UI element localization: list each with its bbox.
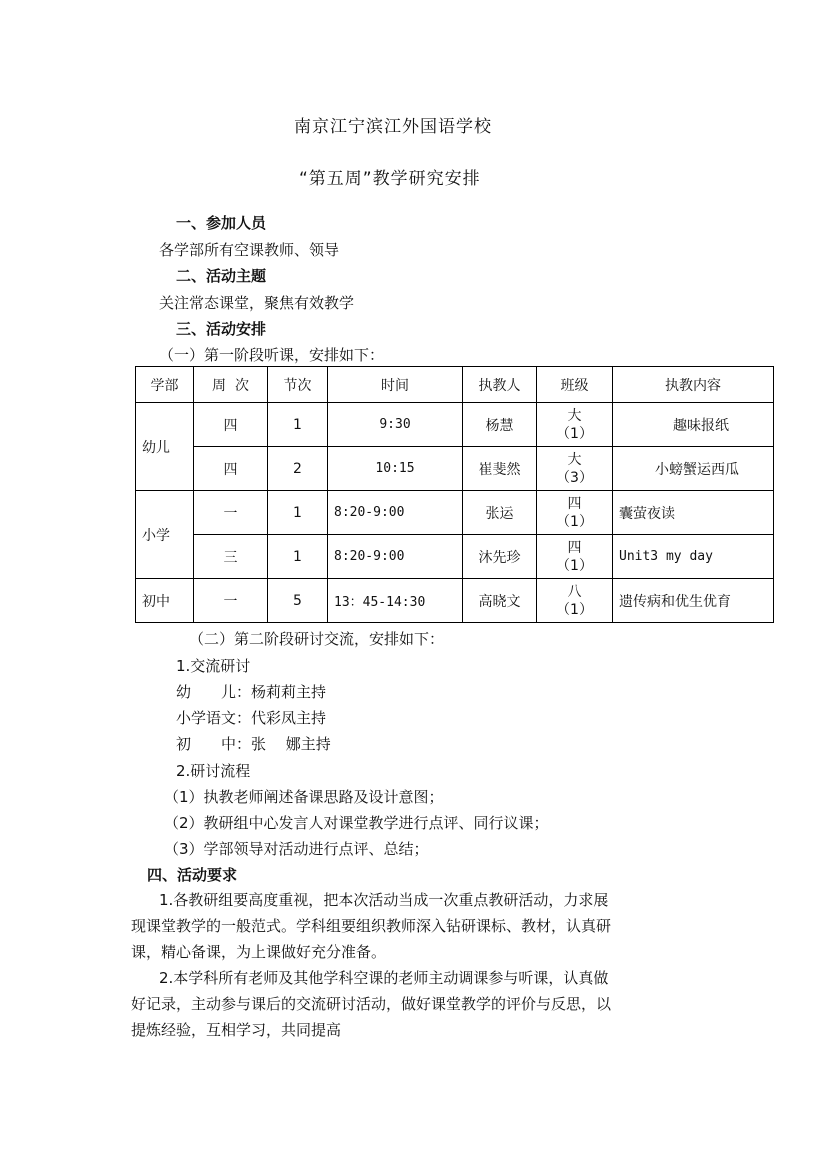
process-step-1: （1）执教老师阐述备课思路及设计意图； [164, 788, 444, 806]
week-cell: 一 [194, 579, 268, 623]
period-cell: 2 [268, 447, 328, 491]
week-cell: 一 [194, 491, 268, 535]
content-cell: 小螃蟹运西瓜 [613, 447, 774, 491]
division-cell: 初中 [136, 579, 194, 623]
process-step-3: （3）学部领导对活动进行点评、总结； [164, 840, 429, 858]
table-row [136, 491, 774, 535]
content-cell: 趣味报纸 [613, 403, 774, 447]
teacher-cell: 张运 [463, 491, 537, 535]
header-cell: 时间 [328, 367, 463, 403]
header-cell: 周 次 [194, 367, 268, 403]
class-number: （1） [556, 513, 593, 530]
class-grade: 四 [567, 495, 582, 512]
class-cell [537, 447, 613, 491]
table-row [136, 579, 774, 623]
section-2-heading: 二、活动主题 [176, 267, 267, 285]
process-step-2: （2）教研组中心发言人对课堂教学进行点评、同行议课； [164, 814, 549, 832]
stage-2-heading: （二）第二阶段研讨交流，安排如下： [189, 630, 445, 648]
class-number: （1） [556, 425, 593, 442]
discussion-item: 1.交流研讨 [176, 657, 251, 675]
class-number: （1） [556, 601, 593, 618]
table-header-row [136, 367, 774, 403]
class-cell [537, 403, 613, 447]
requirement-1-line-1: 1.各教研组要高度重视，把本次活动当成一次重点教研活动，力求展 [159, 891, 609, 909]
content-cell: 囊萤夜读 [613, 491, 774, 535]
period-cell: 1 [268, 491, 328, 535]
division-cell: 小学 [136, 491, 194, 579]
class-number: （1） [556, 557, 593, 574]
teacher-cell: 高晓文 [463, 579, 537, 623]
table-row [136, 403, 774, 447]
content-cell: 遗传病和优生优育 [613, 579, 774, 623]
class-grade: 大 [567, 407, 582, 424]
header-cell: 学部 [136, 367, 194, 403]
schedule-table [135, 366, 774, 623]
period-cell: 1 [268, 535, 328, 579]
header-cell: 执教人 [463, 367, 537, 403]
class-cell [537, 491, 613, 535]
time-cell: 10:15 [328, 447, 463, 491]
time-cell: 13：45-14:30 [328, 579, 463, 623]
teacher-cell: 杨慧 [463, 403, 537, 447]
host-primary-chinese: 小学语文：代彩凤主持 [176, 709, 327, 727]
host-junior-high: 初 中：张 娜主持 [176, 735, 331, 753]
requirement-1-line-2: 现课堂教学的一般范式。学科组要组织教师深入钻研课标、教材，认真研 [131, 917, 612, 935]
class-cell [537, 579, 613, 623]
header-cell: 节次 [268, 367, 328, 403]
table-row [136, 447, 774, 491]
requirement-2-line-3: 提炼经验，互相学习，共同提高 [131, 1021, 342, 1039]
school-title: 南京江宁滨江外国语学校 [294, 117, 492, 137]
section-4-heading: 四、活动要求 [147, 866, 238, 884]
week-cell: 四 [194, 403, 268, 447]
class-number: （3） [556, 469, 593, 486]
section-1-text: 各学部所有空课教师、领导 [159, 241, 340, 259]
division-cell: 幼儿 [136, 403, 194, 491]
requirement-2-line-1: 2.本学科所有老师及其他学科空课的老师主动调课参与听课，认真做 [159, 969, 609, 987]
stage-1-heading: （一）第一阶段听课，安排如下： [159, 346, 385, 364]
requirement-2-line-2: 好记录，主动参与课后的交流研讨活动，做好课堂教学的评价与反思，以 [131, 995, 612, 1013]
section-3-heading: 三、活动安排 [176, 320, 267, 338]
process-item: 2.研讨流程 [176, 762, 251, 780]
header-cell: 班级 [537, 367, 613, 403]
host-kindergarten: 幼 儿：杨莉莉主持 [176, 683, 327, 701]
document-title: “第五周”教学研究安排 [299, 169, 481, 189]
requirement-1-line-3: 课，精心备课，为上课做好充分准备。 [131, 943, 387, 961]
table-row [136, 535, 774, 579]
week-cell: 四 [194, 447, 268, 491]
class-grade: 四 [567, 539, 582, 556]
teacher-cell: 崔斐然 [463, 447, 537, 491]
content-cell: Unit3 my day [613, 535, 774, 579]
period-cell: 5 [268, 579, 328, 623]
class-grade: 大 [567, 451, 582, 468]
class-cell [537, 535, 613, 579]
header-cell: 执教内容 [613, 367, 774, 403]
class-grade: 八 [567, 583, 582, 600]
time-cell: 8:20-9:00 [328, 491, 463, 535]
section-2-text: 关注常态课堂，聚焦有效教学 [159, 294, 355, 312]
section-1-heading: 一、参加人员 [176, 214, 267, 232]
teacher-cell: 沐先珍 [463, 535, 537, 579]
time-cell: 8:20-9:00 [328, 535, 463, 579]
week-cell: 三 [194, 535, 268, 579]
period-cell: 1 [268, 403, 328, 447]
time-cell: 9:30 [328, 403, 463, 447]
